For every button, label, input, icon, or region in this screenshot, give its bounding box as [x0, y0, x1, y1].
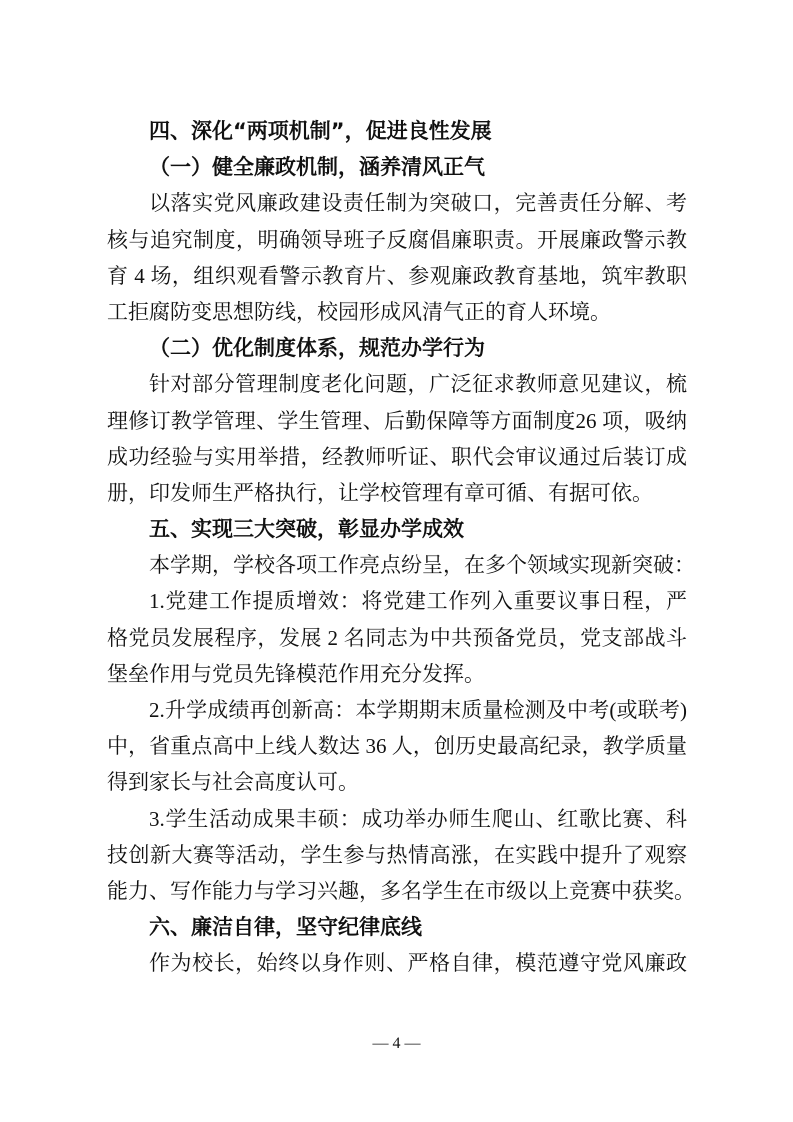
subheading-4-1: （一）健全廉政机制，涵养清风正气 [149, 155, 485, 180]
paragraph-line: 理修订教学管理、学生管理、后勤保障等方面制度26 项，吸纳 [107, 408, 687, 433]
paragraph-line: 成功经验与实用举措，经教师听证、职代会审议通过后装订成 [107, 444, 687, 469]
paragraph-line: 中，省重点高中上线人数达 36 人，创历史最高纪录，教学质量 [107, 734, 687, 759]
subheading-4-2: （二）优化制度体系，规范办学行为 [149, 336, 485, 361]
paragraph-line: 册，印发师生严格执行，让学校管理有章可循、有据可依。 [107, 480, 653, 505]
paragraph-line: 能力、写作能力与学习兴趣，多名学生在市级以上竞赛中获奖。 [107, 878, 695, 903]
paragraph-line: 1.党建工作提质增效：将党建工作列入重要议事日程，严 [149, 589, 687, 614]
paragraph-line: 本学期，学校各项工作亮点纷呈，在多个领域实现新突破： [149, 553, 695, 578]
paragraph-line: 技创新大赛等活动，学生参与热情高涨，在实践中提升了观察 [107, 842, 687, 867]
section-heading-6: 六、廉洁自律，坚守纪律底线 [149, 915, 422, 940]
paragraph-line: 3.学生活动成果丰硕：成功举办师生爬山、红歌比赛、科 [149, 806, 687, 831]
paragraph-line: 针对部分管理制度老化问题，广泛征求教师意见建议，梳 [149, 372, 687, 397]
paragraph-line: 作为校长，始终以身作则、严格自律，模范遵守党风廉政 [149, 951, 687, 976]
paragraph-line: 格党员发展程序，发展 2 名同志为中共预备党员，党支部战斗 [107, 625, 687, 650]
paragraph-line: 得到家长与社会高度认可。 [107, 770, 359, 795]
document-body [107, 113, 695, 982]
paragraph-line: 2.升学成绩再创新高：本学期期末质量检测及中考(或联考) [149, 698, 687, 722]
paragraph-line: 核与追究制度，明确领导班子反腐倡廉职责。开展廉政警示教 [107, 227, 687, 252]
paragraph-line: 堡垒作用与党员先锋模范作用充分发挥。 [107, 661, 485, 686]
section-heading-4: 四、深化“两项机制”，促进良性发展 [149, 119, 492, 143]
paragraph-line: 以落实党风廉政建设责任制为突破口，完善责任分解、考 [149, 191, 687, 216]
page-number: — 4 — [372, 1035, 421, 1052]
section-heading-5: 五、实现三大突破，彰显办学成效 [149, 517, 464, 542]
paragraph-line: 工拒腐防变思想防线，校园形成风清气正的育人环境。 [107, 299, 611, 324]
paragraph-line: 育 4 场，组织观看警示教育片、参观廉政教育基地，筑牢教职 [107, 263, 687, 288]
